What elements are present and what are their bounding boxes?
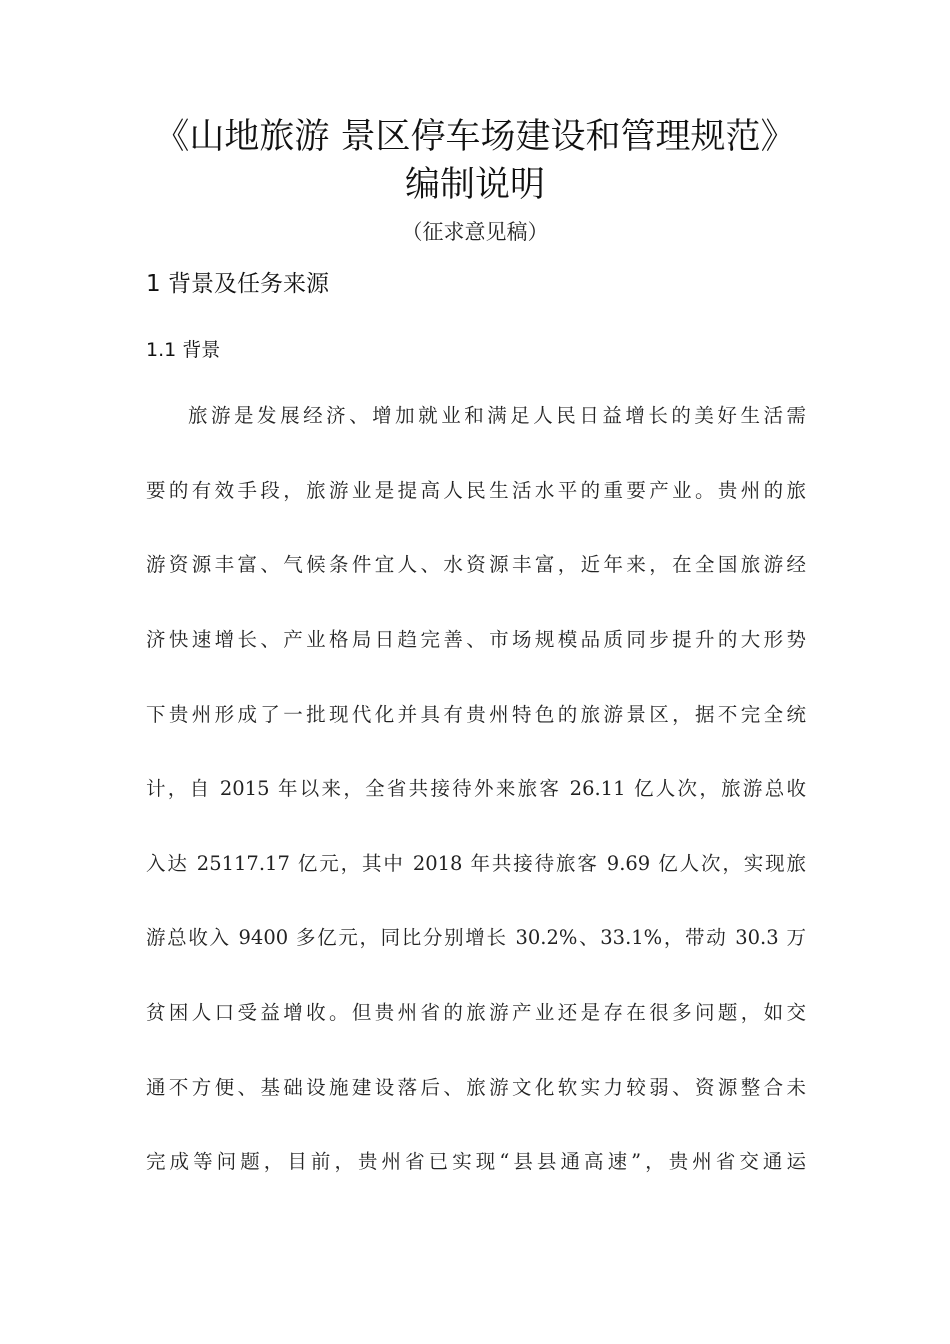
paragraph-line: 济快速增长、产业格局日趋完善、市场规模品质同步提升的大形势 [146,628,806,651]
paragraph-line: 入达 25117.17 亿元，其中 2018 年共接待旅客 9.69 亿人次，实现旅 [146,852,806,875]
section-heading-1: 1 背景及任务来源 [146,271,329,297]
paragraph-line: 计，自 2015 年以来，全省共接待外来旅客 26.11 亿人次，旅游总收 [146,777,806,800]
section-heading-1-1: 1.1 背景 [146,339,221,361]
document-title-line2: 编制说明 [404,165,545,205]
paragraph-line: 游总收入 9400 多亿元，同比分别增长 30.2%、33.1%，带动 30.3 万 [146,926,806,949]
paragraph-line: 下贵州形成了一批现代化并具有贵州特色的旅游景区，据不完全统 [146,703,806,726]
document-subtitle: （征求意见稿） [401,220,549,244]
paragraph-line: 游资源丰富、气候条件宜人、水资源丰富，近年来，在全国旅游经 [146,553,806,576]
document-title: 《山地旅游 景区停车场建设和管理规范》 [154,117,796,157]
paragraph-line: 贫困人口受益增收。但贵州省的旅游产业还是存在很多问题，如交 [146,1001,806,1024]
paragraph-line: 完成等问题，目前，贵州省已实现“县县通高速”，贵州省交通运 [146,1150,806,1173]
paragraph-line: 要的有效手段，旅游业是提高人民生活水平的重要产业。贵州的旅 [146,479,806,502]
paragraph-line: 旅游是发展经济、增加就业和满足人民日益增长的美好生活需 [188,404,806,427]
paragraph-line: 通不方便、基础设施建设落后、旅游文化软实力较弱、资源整合未 [146,1076,806,1099]
